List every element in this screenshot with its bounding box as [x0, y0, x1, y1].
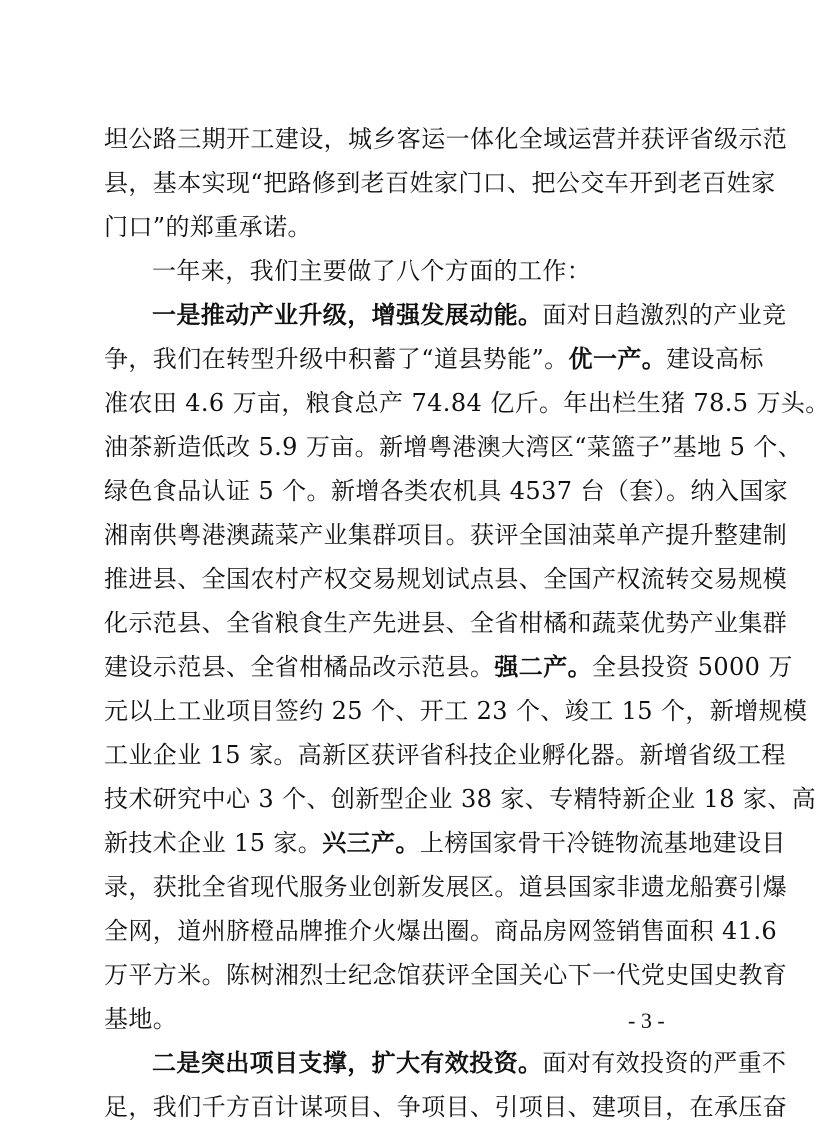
text-run: 建设高标	[666, 345, 764, 373]
page-number: - 3 -	[628, 1008, 665, 1033]
body-line	[104, 691, 808, 731]
text-run: 面对有效投资的严重不	[542, 1049, 787, 1077]
text-run: 工业企业 15 家。高新区获评省科技企业孵化器。新增省级工程	[104, 741, 786, 769]
body-line	[104, 515, 788, 555]
body-line	[104, 955, 788, 995]
section-heading: 一是推动产业升级，增强发展动能。	[152, 301, 543, 329]
text-run: 足，我们千方百计谋项目、争项目、引项目、建项目，在承压奋	[104, 1093, 788, 1121]
subheading: 强二产。	[494, 653, 593, 681]
text-run: 坦公路三期开工建设，城乡客运一体化全域运营并获评省级示范	[104, 125, 788, 153]
body-line	[104, 207, 704, 247]
body-line	[104, 1087, 788, 1127]
body-line	[104, 163, 776, 203]
body-line	[104, 647, 793, 687]
body-line	[104, 339, 764, 379]
body-line	[104, 383, 830, 423]
body-line	[104, 427, 803, 467]
text-run: 一年来，我们主要做了八个方面的工作：	[152, 257, 592, 285]
body-line	[104, 911, 778, 951]
text-run: 争，我们在转型升级中积蓄了“道县势能”。	[104, 345, 569, 373]
text-run: 元以上工业项目签约 25 个、开工 23 个、竣工 15 个，新增规模	[104, 697, 808, 725]
body-line	[152, 1043, 787, 1083]
text-run: 上榜国家骨干冷链物流基地建设目	[419, 829, 786, 857]
body-line	[104, 603, 788, 643]
text-run: 基地。	[104, 1005, 178, 1033]
text-run: 面对日趋激烈的产业竞	[542, 301, 787, 329]
text-run: 全县投资 5000 万	[592, 653, 793, 681]
text-run: 油茶新造低改 5.9 万亩。新增粤港澳大湾区“菜篮子”基地 5 个、	[104, 433, 803, 461]
text-run: 绿色食品认证 5 个。新增各类农机具 4537 台（套）。纳入国家	[104, 477, 789, 505]
body-line	[104, 559, 788, 599]
text-run: 湘南供粤港澳蔬菜产业集群项目。获评全国油菜单产提升整建制	[104, 521, 788, 549]
body-line	[104, 119, 788, 159]
body-line	[104, 735, 786, 775]
text-run: 全网，道州脐橙品牌推介火爆出圈。商品房网签销售面积 41.6	[104, 917, 778, 945]
subheading: 兴三产。	[322, 829, 420, 857]
text-run: 推进县、全国农村产权交易规划试点县、全国产权流转交易规模	[104, 565, 788, 593]
text-run: 新技术企业 15 家。	[104, 829, 323, 857]
text-run: 建设示范县、全省柑橘品改示范县。	[104, 653, 495, 681]
body-line	[152, 251, 704, 291]
text-run: 录，获批全省现代服务业创新发展区。道县国家非遗龙船赛引爆	[104, 873, 788, 901]
text-run: 万平方米。陈树湘烈士纪念馆获评全国关心下一代党史国史教育	[104, 961, 788, 989]
subheading: 优一产。	[568, 345, 667, 373]
body-line	[104, 867, 788, 907]
text-run: 县，基本实现“把路修到老百姓家门口、把公交车开到老百姓家	[104, 169, 776, 197]
body-line	[104, 999, 704, 1039]
body-line	[104, 823, 786, 863]
body-line	[152, 295, 787, 335]
body-line	[104, 471, 789, 511]
text-run: 技术研究中心 3 个、创新型企业 38 家、专精特新企业 18 家、高	[104, 785, 817, 813]
text-run: 化示范县、全省粮食生产先进县、全省柑橘和蔬菜优势产业集群	[104, 609, 788, 637]
body-line	[104, 779, 817, 819]
text-run: 准农田 4.6 万亩，粮食总产 74.84 亿斤。年出栏生猪 78.5 万头。	[104, 389, 830, 417]
text-run: 门口”的郑重承诺。	[104, 213, 312, 241]
section-heading: 二是突出项目支撑，扩大有效投资。	[152, 1049, 543, 1077]
